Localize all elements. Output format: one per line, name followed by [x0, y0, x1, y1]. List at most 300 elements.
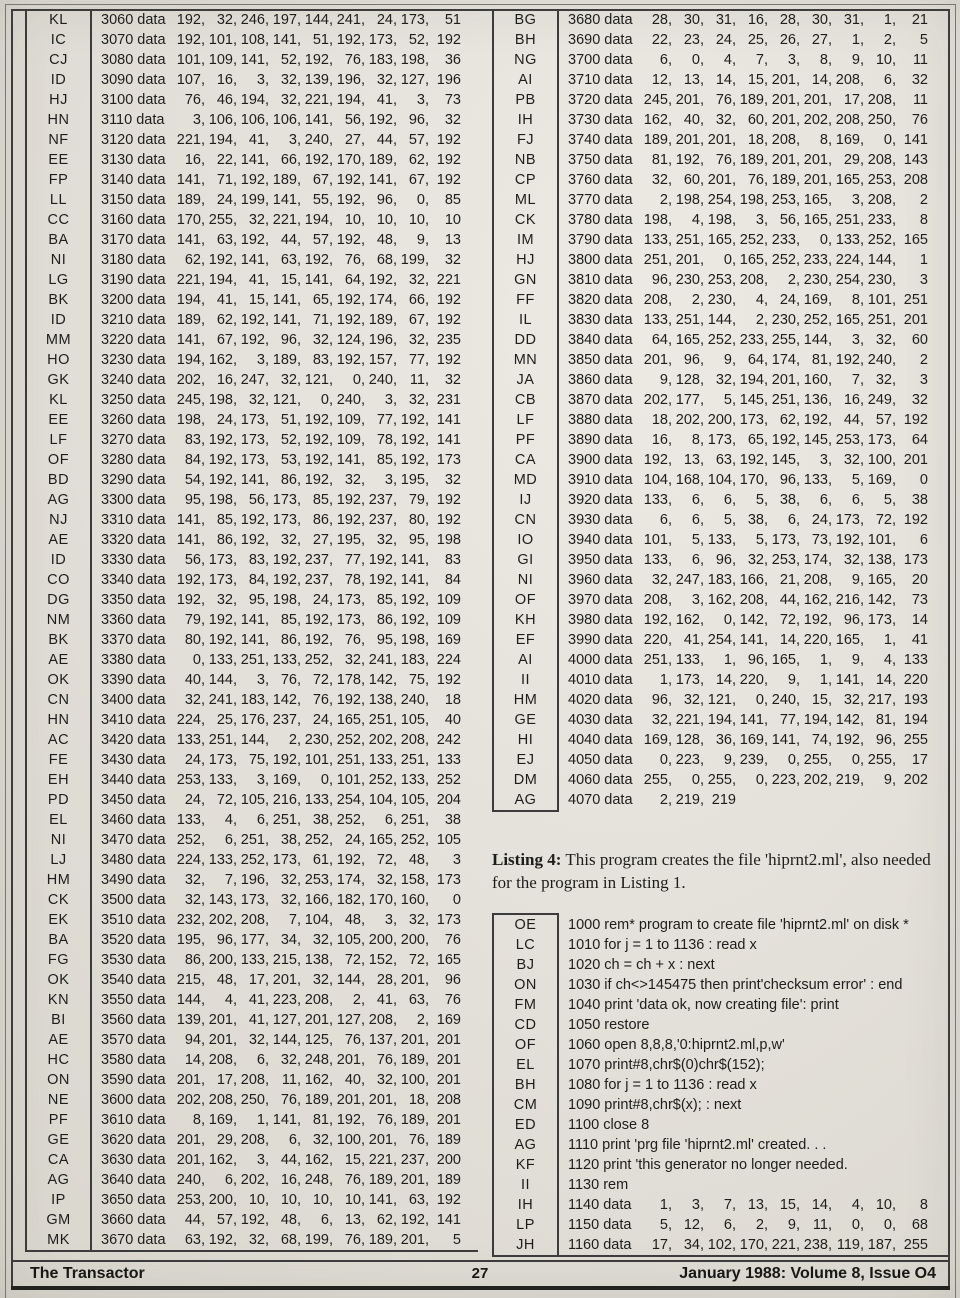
- code-line: [92, 250, 461, 270]
- data-value: 144,: [336, 972, 365, 988]
- data-value: 0,: [819, 232, 832, 248]
- data-value: 251,: [643, 652, 672, 668]
- data-value: 85,: [376, 452, 397, 468]
- line-number-keyword: 3620 data: [101, 1132, 166, 1148]
- checksum-code: LF: [25, 430, 92, 450]
- code-line: [92, 770, 461, 790]
- data-value: 192,: [336, 692, 365, 708]
- data-value: 133,: [707, 532, 736, 548]
- line-number-keyword: 3470 data: [101, 832, 166, 848]
- data-value: 77,: [376, 412, 397, 428]
- data-value: 192,: [208, 432, 237, 448]
- data-value: 174,: [803, 552, 832, 568]
- code-line: [92, 950, 461, 970]
- data-value: 208: [436, 1092, 461, 1108]
- data-value: 5,: [691, 532, 704, 548]
- data-value: 201,: [803, 152, 832, 168]
- data-value: 201,: [336, 1092, 365, 1108]
- data-value: 192: [903, 512, 928, 528]
- data-value: 24,: [216, 412, 237, 428]
- data-value: 76,: [280, 1092, 301, 1108]
- code-line: [559, 650, 928, 670]
- listing-end-cap: [492, 810, 559, 812]
- checksum-code: BJ: [492, 955, 559, 975]
- data-value: 32,: [280, 372, 301, 388]
- data-value: 221,: [176, 272, 205, 288]
- data-value: 67,: [312, 172, 333, 188]
- line-number-keyword: 3290 data: [101, 472, 166, 488]
- data-value: 169,: [803, 292, 832, 308]
- line-number-keyword: 3390 data: [101, 672, 166, 688]
- data-value: 141,: [176, 232, 205, 248]
- data-value: 64: [911, 432, 928, 448]
- data-value: 142,: [867, 592, 896, 608]
- checksum-code: IO: [492, 530, 559, 550]
- data-value: 7,: [288, 912, 301, 928]
- data-value: 192,: [835, 532, 864, 548]
- data-value: 194,: [707, 712, 736, 728]
- data-value: 141,: [771, 732, 800, 748]
- listing-row: [25, 890, 478, 910]
- data-value: 141,: [400, 552, 429, 568]
- data-value: 143,: [208, 892, 237, 908]
- line-number-keyword: 3600 data: [101, 1092, 166, 1108]
- data-value: 169,: [643, 732, 672, 748]
- data-value: 81,: [811, 352, 832, 368]
- data-value: 208,: [208, 1092, 237, 1108]
- data-value: 40,: [683, 112, 704, 128]
- listing-row: [25, 70, 478, 90]
- code-line: [92, 230, 461, 250]
- checksum-code: FJ: [492, 130, 559, 150]
- data-value: 192,: [304, 432, 333, 448]
- data-value: 10,: [376, 212, 397, 228]
- data-value: 9,: [723, 752, 736, 768]
- data-value: 165: [436, 952, 461, 968]
- data-value: 192: [436, 492, 461, 508]
- code-line: [92, 1070, 461, 1090]
- data-value: 194,: [304, 212, 333, 228]
- checksum-code: CK: [492, 210, 559, 230]
- code-line: [92, 30, 461, 50]
- code-line: [92, 710, 461, 730]
- data-value: 56,: [344, 112, 365, 128]
- listing-row: [492, 1235, 948, 1255]
- data-value: 24,: [312, 712, 333, 728]
- data-value: 32,: [184, 872, 205, 888]
- data-value: 11,: [281, 1072, 301, 1088]
- data-value: 173,: [739, 412, 768, 428]
- data-value: 32,: [216, 592, 237, 608]
- data-value: 192,: [176, 12, 205, 28]
- data-value: 253,: [176, 1192, 205, 1208]
- data-value: 192: [436, 292, 461, 308]
- data-value: 66,: [408, 292, 429, 308]
- data-value: 9,: [851, 52, 864, 68]
- line-number-keyword: 3570 data: [101, 1032, 166, 1048]
- data-value: 79,: [408, 492, 429, 508]
- checksum-code: HJ: [492, 250, 559, 270]
- data-value: 16,: [216, 372, 237, 388]
- data-value: 11,: [812, 1217, 832, 1233]
- data-value: 27,: [312, 532, 333, 548]
- checksum-code: OE: [492, 915, 559, 935]
- data-value: 168,: [675, 472, 704, 488]
- data-value: 73,: [811, 532, 832, 548]
- checksum-code: KF: [492, 1155, 559, 1175]
- code-line: [92, 550, 461, 570]
- checksum-code: GE: [492, 710, 559, 730]
- data-value: 136,: [803, 392, 832, 408]
- line-number-keyword: 3750 data: [568, 152, 633, 168]
- data-value: 0: [919, 472, 928, 488]
- data-value: 194,: [240, 92, 269, 108]
- checksum-code: OK: [25, 670, 92, 690]
- line-number-keyword: 3380 data: [101, 652, 166, 668]
- code-line: [92, 330, 461, 350]
- data-value: 119,: [836, 1237, 864, 1253]
- line-number-keyword: 3520 data: [101, 932, 166, 948]
- checksum-code: AI: [492, 70, 559, 90]
- data-value: 141,: [272, 1112, 301, 1128]
- data-value: 230,: [771, 312, 800, 328]
- data-value: 216,: [272, 792, 301, 808]
- line-number-keyword: 3640 data: [101, 1172, 166, 1188]
- data-value: 165,: [803, 192, 832, 208]
- code-line: [559, 190, 928, 210]
- data-value: 14,: [811, 72, 832, 88]
- line-number-keyword: 3370 data: [101, 632, 166, 648]
- data-value: 95,: [184, 492, 205, 508]
- data-value: 17: [911, 752, 928, 768]
- data-value: 192: [903, 412, 928, 428]
- line-number-keyword: 3080 data: [101, 52, 166, 68]
- line-number-keyword: 3300 data: [101, 492, 166, 508]
- data-value: 32,: [843, 692, 864, 708]
- data-value: 248,: [304, 1172, 333, 1188]
- code-line: 1010 for j = 1 to 1136 : read x: [568, 937, 757, 953]
- data-value: 253,: [867, 172, 896, 188]
- listing-row: [25, 330, 478, 350]
- data-value: 195,: [400, 472, 429, 488]
- data-value: 41,: [376, 92, 397, 108]
- data-value: 192,: [208, 452, 237, 468]
- data-value: 10,: [875, 1197, 896, 1213]
- data-value: 252,: [368, 772, 397, 788]
- data-value: 4,: [755, 292, 768, 308]
- checksum-code: PF: [492, 430, 559, 450]
- listing-row: [25, 790, 478, 810]
- data-value: 44,: [184, 1212, 205, 1228]
- checksum-code: GM: [25, 1210, 92, 1230]
- code-line: 1070 print#8,chr$(0)chr$(152);: [568, 1057, 765, 1073]
- data-value: 160,: [803, 372, 832, 388]
- data-value: 189,: [272, 172, 301, 188]
- data-value: 83,: [184, 432, 205, 448]
- data-value: 15,: [344, 1152, 365, 1168]
- data-value: 32,: [312, 972, 333, 988]
- data-value: 24,: [184, 752, 205, 768]
- data-value: 121,: [707, 692, 736, 708]
- data-value: 199,: [240, 192, 269, 208]
- data-value: 32: [911, 72, 928, 88]
- data-value: 13,: [747, 1197, 768, 1213]
- data-value: 141: [903, 132, 928, 148]
- data-value: 36: [444, 52, 461, 68]
- data-value: 196,: [240, 872, 269, 888]
- data-value: 192,: [803, 412, 832, 428]
- listing-row: [492, 430, 948, 450]
- data-value: 100,: [867, 452, 896, 468]
- data-value: 251,: [400, 752, 429, 768]
- data-value: 1,: [659, 672, 672, 688]
- data-value: 76,: [376, 1052, 397, 1068]
- data-value: 192,: [336, 512, 365, 528]
- footer-issue: January 1988: Volume 8, Issue O4: [679, 1265, 936, 1282]
- checksum-code: AE: [25, 1030, 92, 1050]
- data-value: 254,: [336, 792, 365, 808]
- data-value: 0,: [320, 772, 333, 788]
- data-value: 173,: [771, 532, 800, 548]
- data-value: 32,: [312, 932, 333, 948]
- data-value: 245,: [643, 92, 672, 108]
- listing-row: [492, 1075, 948, 1095]
- data-value: 41,: [248, 132, 269, 148]
- checksum-code: IJ: [492, 490, 559, 510]
- data-value: 104,: [368, 792, 397, 808]
- data-value: 230,: [707, 292, 736, 308]
- data-value: 96,: [280, 332, 301, 348]
- data-value: 202,: [368, 732, 397, 748]
- listing-row: [492, 650, 948, 670]
- data-value: 2,: [288, 732, 301, 748]
- code-line: [92, 370, 461, 390]
- data-value: 32,: [408, 332, 429, 348]
- data-value: 78,: [344, 572, 365, 588]
- data-value: 208,: [867, 92, 896, 108]
- data-value: 2,: [755, 312, 768, 328]
- listing-row: [492, 510, 948, 530]
- line-number-keyword: 3740 data: [568, 132, 633, 148]
- line-number-keyword: 3500 data: [101, 892, 166, 908]
- data-value: 230,: [803, 272, 832, 288]
- data-value: 233,: [771, 232, 800, 248]
- listing-row: [25, 530, 478, 550]
- data-value: 162,: [208, 352, 237, 368]
- line-number-keyword: 3960 data: [568, 572, 633, 588]
- data-value: 32,: [683, 692, 704, 708]
- checksum-code: EL: [25, 810, 92, 830]
- checksum-code: EL: [492, 1055, 559, 1075]
- data-value: 71,: [312, 312, 333, 328]
- data-value: 105: [436, 832, 461, 848]
- code-line: [92, 1030, 461, 1050]
- code-line: [92, 830, 461, 850]
- data-value: 24,: [312, 592, 333, 608]
- data-value: 141: [436, 1212, 461, 1228]
- data-value: 141: [436, 412, 461, 428]
- code-line: [92, 610, 461, 630]
- data-value: 34,: [280, 932, 301, 948]
- checksum-code: EF: [492, 630, 559, 650]
- listing-row: [492, 370, 948, 390]
- line-number-keyword: 4010 data: [568, 672, 633, 688]
- data-value: 1,: [256, 1112, 269, 1128]
- data-value: 15,: [248, 292, 269, 308]
- caption-text: This program creates the file 'hiprnt2.ml', also needed for the program in Listing 1.: [492, 850, 931, 892]
- data-value: 141,: [739, 712, 768, 728]
- data-value: 192: [436, 312, 461, 328]
- data-value: 83: [444, 552, 461, 568]
- data-value: 38: [444, 812, 461, 828]
- data-value: 144,: [707, 312, 736, 328]
- data-value: 192: [436, 1192, 461, 1208]
- code-line: [559, 30, 928, 50]
- data-value: 255: [903, 732, 928, 748]
- code-line: [559, 590, 928, 610]
- data-value: 192,: [336, 1112, 365, 1128]
- data-value: 198,: [208, 492, 237, 508]
- checksum-code: JA: [492, 370, 559, 390]
- listing-row: [492, 955, 948, 975]
- listing-row: [492, 390, 948, 410]
- listing-row: [25, 110, 478, 130]
- listing-row: [25, 450, 478, 470]
- data-value: 192,: [368, 572, 397, 588]
- data-value: 101,: [336, 772, 365, 788]
- data-value: 198,: [739, 192, 768, 208]
- checksum-code: EH: [25, 770, 92, 790]
- listing-row: [492, 310, 948, 330]
- code-line: [92, 970, 461, 990]
- data-value: 192,: [240, 332, 269, 348]
- checksum-code: ID: [25, 550, 92, 570]
- checksum-code: AG: [492, 1135, 559, 1155]
- code-line: [559, 130, 928, 150]
- data-value: 31,: [843, 12, 864, 28]
- line-number-keyword: 3830 data: [568, 312, 633, 328]
- data-value: 63,: [184, 1232, 205, 1248]
- data-value: 3,: [384, 912, 397, 928]
- data-value: 239,: [739, 752, 768, 768]
- data-value: 192,: [643, 612, 672, 628]
- data-value: 18,: [651, 412, 672, 428]
- data-value: 174,: [336, 872, 365, 888]
- data-value: 166,: [304, 892, 333, 908]
- data-value: 108,: [240, 32, 269, 48]
- line-number-keyword: 1140 data: [568, 1197, 632, 1213]
- data-value: 192,: [176, 592, 205, 608]
- data-value: 237,: [400, 1152, 429, 1168]
- data-value: 198,: [400, 52, 429, 68]
- listing-row: [25, 250, 478, 270]
- data-value: 38,: [280, 832, 301, 848]
- data-value: 96,: [651, 272, 672, 288]
- data-value: 17,: [248, 972, 269, 988]
- data-value: 139,: [176, 1012, 205, 1028]
- data-value: 12,: [651, 72, 672, 88]
- data-value: 192: [436, 152, 461, 168]
- data-value: 48,: [216, 972, 237, 988]
- checksum-code: GE: [25, 1130, 92, 1150]
- data-value: 198,: [208, 392, 237, 408]
- code-line: [92, 1050, 461, 1070]
- data-value: 141,: [400, 572, 429, 588]
- line-number-keyword: 3360 data: [101, 612, 166, 628]
- data-value: 32,: [280, 1052, 301, 1068]
- data-value: 6,: [723, 1217, 736, 1233]
- data-value: 40,: [344, 1072, 365, 1088]
- checksum-code: II: [492, 1175, 559, 1195]
- code-line: [92, 190, 461, 210]
- data-value: 40: [444, 712, 461, 728]
- data-value: 57,: [408, 132, 429, 148]
- data-value: 201: [436, 1032, 461, 1048]
- data-value: 233,: [867, 212, 896, 228]
- data-value: 192,: [304, 52, 333, 68]
- data-value: 141,: [240, 612, 269, 628]
- data-value: 223,: [675, 752, 704, 768]
- data-value: 0,: [723, 252, 736, 268]
- data-value: 9,: [851, 572, 864, 588]
- listing-row: [492, 670, 948, 690]
- listing-row: [25, 710, 478, 730]
- data-value: 137,: [368, 1032, 397, 1048]
- checksum-code: MN: [492, 350, 559, 370]
- listing-row: [25, 770, 478, 790]
- data-value: 15,: [779, 1197, 800, 1213]
- data-value: 192: [436, 32, 461, 48]
- data-value: 104,: [304, 912, 333, 928]
- data-value: 252,: [867, 232, 896, 248]
- code-line: [92, 270, 461, 290]
- data-value: 165,: [835, 312, 864, 328]
- data-value: 195,: [336, 532, 365, 548]
- data-value: 5,: [723, 392, 736, 408]
- data-value: 187,: [867, 1237, 896, 1253]
- line-number-keyword: 3100 data: [101, 92, 166, 108]
- code-line: [92, 750, 461, 770]
- data-value: 252: [436, 772, 461, 788]
- data-value: 121,: [272, 392, 301, 408]
- data-value: 240,: [400, 692, 429, 708]
- checksum-code: AE: [25, 530, 92, 550]
- code-line: 1040 print 'data ok, now creating file': print: [568, 997, 839, 1013]
- data-value: 84: [444, 572, 461, 588]
- data-value: 95,: [408, 532, 429, 548]
- listing-row: [25, 90, 478, 110]
- data-value: 51,: [280, 412, 301, 428]
- data-value: 133,: [176, 812, 205, 828]
- data-value: 165,: [803, 212, 832, 228]
- data-value: 173,: [675, 672, 704, 688]
- code-line: [92, 930, 461, 950]
- data-value: 201,: [400, 1172, 429, 1188]
- data-value: 74,: [811, 732, 832, 748]
- data-value: 36,: [715, 732, 736, 748]
- code-line: [92, 870, 461, 890]
- data-value: 220: [903, 672, 928, 688]
- line-number-keyword: 3590 data: [101, 1072, 166, 1088]
- data-value: 76,: [747, 172, 768, 188]
- data-value: 41,: [216, 292, 237, 308]
- data-value: 6,: [691, 492, 704, 508]
- data-value: 221,: [272, 212, 301, 228]
- data-value: 254,: [707, 632, 736, 648]
- data-value: 71,: [216, 172, 237, 188]
- data-value: 6,: [224, 832, 237, 848]
- data-value: 48,: [408, 852, 429, 868]
